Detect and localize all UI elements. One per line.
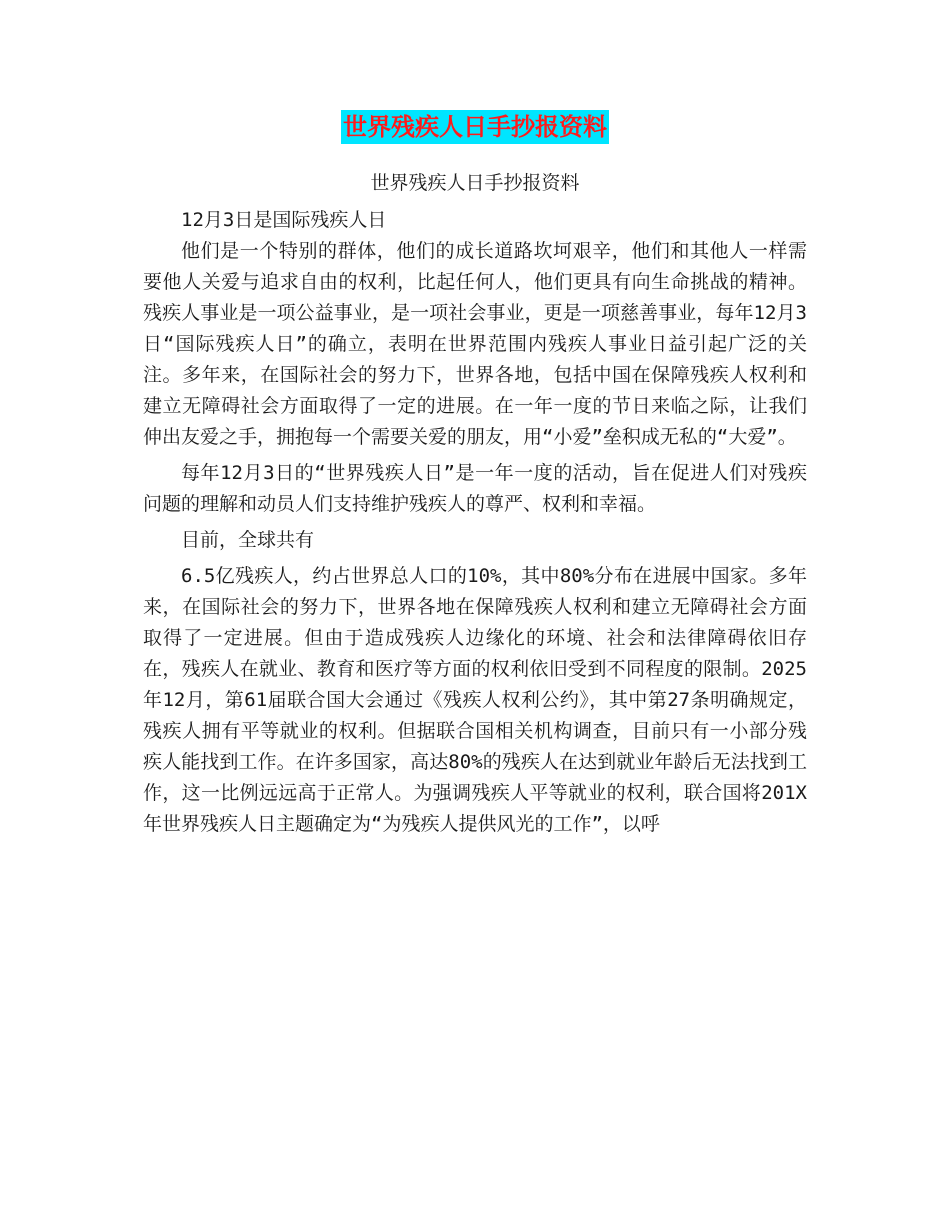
paragraph-purpose: 每年12月3日的“世界残疾人日”是一年一度的活动，旨在促进人们对残疾问题的理解和动员人们支持维护残疾人的尊严、权利和幸福。	[143, 462, 807, 515]
document-body	[143, 168, 807, 840]
document-subtitle: 世界残疾人日手抄报资料	[370, 172, 580, 194]
paragraph-statistics: 6.5亿残疾人，约占世界总人口的10%，其中80%分布在进展中国家。多年来，在国际社会的努力下，世界各地在保障残疾人权利和建立无障碍社会方面取得了一定进展。但由于造成残疾人边缘化的环境、社会和法律障碍依旧存在，残疾人在就业、教育和医疗等方面的权利依旧受到不同程度的限制。2025年12月，第61届联合国大会通过《残疾人权利公约》，其中第27条明确规定，残疾人拥有平等就业的权利。但据联合国相关机构调查，目前只有一小部分残疾人能找到工作。在许多国家，高达80%的残疾人在达到就业年龄后无法找到工作，这一比例远远高于正常人。为强调残疾人平等就业的权利，联合国将201X年世界残疾人日主题确定为“为残疾人提供风光的工作”，以呼	[143, 565, 807, 835]
title-container	[0, 110, 950, 144]
paragraph-intro: 他们是一个特别的群体，他们的成长道路坎坷艰辛，他们和其他人一样需要他人关爱与追求自由的权利，比起任何人，他们更具有向生命挑战的精神。残疾人事业是一项公益事业，是一项社会事业，更是一项慈善事业，每年12月3日“国际残疾人日”的确立，表明在世界范围内残疾人事业日益引起广泛的关注。多年来，在国际社会的努力下，世界各地，包括中国在保障残疾人权利和建立无障碍社会方面取得了一定的进展。在一年一度的节日来临之际，让我们伸出友爱之手，拥抱每一个需要关爱的朋友，用“小爱”垒积成无私的“大爱”。	[143, 240, 807, 448]
paragraph-current: 目前，全球共有	[181, 529, 315, 551]
paragraph-date: 12月3日是国际残疾人日	[181, 209, 387, 231]
document-title: 世界残疾人日手抄报资料	[341, 110, 609, 144]
